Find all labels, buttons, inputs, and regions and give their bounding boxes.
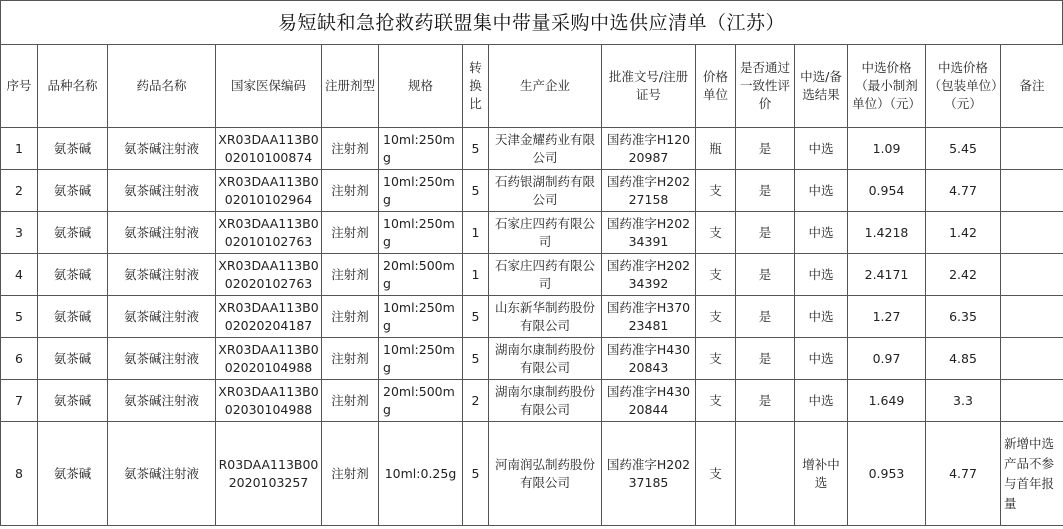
cell-price-pack: 4.77 — [926, 422, 1001, 526]
cell-manufacturer: 石药银湖制药有限公司 — [489, 170, 602, 212]
cell-manufacturer: 石家庄四药有限公司 — [489, 254, 602, 296]
cell-consistency — [736, 422, 795, 526]
cell-no: 3 — [1, 212, 38, 254]
cell-variety: 氨茶碱 — [38, 338, 108, 380]
cell-spec: 20ml:500mg — [379, 380, 463, 422]
cell-manufacturer: 天津金耀药业有限公司 — [489, 128, 602, 170]
cell-insurance-code: XR03DAA113B002030104988 — [216, 380, 322, 422]
header-variety: 品种名称 — [38, 45, 108, 128]
cell-result: 中选 — [795, 380, 848, 422]
cell-variety: 氨茶碱 — [38, 380, 108, 422]
cell-variety: 氨茶碱 — [38, 170, 108, 212]
cell-drug-name: 氨茶碱注射液 — [108, 296, 216, 338]
header-insurance-code: 国家医保编码 — [216, 45, 322, 128]
cell-consistency: 是 — [736, 296, 795, 338]
cell-conversion-ratio: 5 — [463, 422, 489, 526]
cell-price-pack: 2.42 — [926, 254, 1001, 296]
header-conversion-ratio: 转换比 — [463, 45, 489, 128]
cell-dosage-form: 注射剂 — [322, 422, 379, 526]
cell-drug-name: 氨茶碱注射液 — [108, 338, 216, 380]
cell-price-min: 1.4218 — [848, 212, 926, 254]
cell-consistency: 是 — [736, 380, 795, 422]
cell-dosage-form: 注射剂 — [322, 128, 379, 170]
header-note: 备注 — [1001, 45, 1063, 128]
cell-price-min: 2.4171 — [848, 254, 926, 296]
cell-variety: 氨茶碱 — [38, 422, 108, 526]
cell-dosage-form: 注射剂 — [322, 212, 379, 254]
cell-note: 新增中选产品不参与首年报量 — [1001, 422, 1063, 526]
cell-conversion-ratio: 2 — [463, 380, 489, 422]
cell-spec: 10ml:250mg — [379, 296, 463, 338]
cell-price-pack: 4.77 — [926, 170, 1001, 212]
cell-insurance-code: XR03DAA113B002020104988 — [216, 338, 322, 380]
cell-manufacturer: 石家庄四药有限公司 — [489, 212, 602, 254]
cell-price-unit: 支 — [696, 254, 736, 296]
cell-approval-number: 国药准字H20234392 — [602, 254, 696, 296]
cell-price-min: 1.09 — [848, 128, 926, 170]
cell-drug-name: 氨茶碱注射液 — [108, 170, 216, 212]
cell-price-unit: 支 — [696, 338, 736, 380]
cell-manufacturer: 河南润弘制药股份有限公司 — [489, 422, 602, 526]
supply-list-table — [0, 44, 1063, 526]
cell-price-min: 1.649 — [848, 380, 926, 422]
table-row — [1, 170, 1063, 212]
cell-dosage-form: 注射剂 — [322, 170, 379, 212]
cell-approval-number: 国药准字H43020844 — [602, 380, 696, 422]
cell-price-min: 1.27 — [848, 296, 926, 338]
cell-no: 2 — [1, 170, 38, 212]
cell-conversion-ratio: 1 — [463, 254, 489, 296]
cell-note — [1001, 170, 1063, 212]
cell-insurance-code: XR03DAA113B002010100874 — [216, 128, 322, 170]
cell-insurance-code: XR03DAA113B002020102763 — [216, 254, 322, 296]
cell-consistency: 是 — [736, 128, 795, 170]
table-row — [1, 212, 1063, 254]
cell-drug-name: 氨茶碱注射液 — [108, 212, 216, 254]
cell-price-pack: 1.42 — [926, 212, 1001, 254]
cell-insurance-code: XR03DAA113B002020204187 — [216, 296, 322, 338]
header-row — [1, 45, 1063, 128]
cell-insurance-code: XR03DAA113B002010102964 — [216, 170, 322, 212]
cell-conversion-ratio: 5 — [463, 128, 489, 170]
header-approval-number: 批准文号/注册证号 — [602, 45, 696, 128]
table-row — [1, 380, 1063, 422]
cell-variety: 氨茶碱 — [38, 128, 108, 170]
cell-no: 5 — [1, 296, 38, 338]
cell-price-unit: 支 — [696, 380, 736, 422]
cell-no: 7 — [1, 380, 38, 422]
cell-dosage-form: 注射剂 — [322, 296, 379, 338]
cell-conversion-ratio: 1 — [463, 212, 489, 254]
cell-spec: 10ml:250mg — [379, 170, 463, 212]
cell-price-unit: 支 — [696, 212, 736, 254]
cell-no: 8 — [1, 422, 38, 526]
cell-spec: 20ml:500mg — [379, 254, 463, 296]
cell-dosage-form: 注射剂 — [322, 338, 379, 380]
cell-result: 中选 — [795, 338, 848, 380]
cell-consistency: 是 — [736, 212, 795, 254]
cell-approval-number: 国药准字H20237185 — [602, 422, 696, 526]
cell-price-unit: 瓶 — [696, 128, 736, 170]
cell-price-min: 0.954 — [848, 170, 926, 212]
cell-result: 增补中选 — [795, 422, 848, 526]
table-row — [1, 128, 1063, 170]
cell-manufacturer: 湖南尔康制药股份有限公司 — [489, 380, 602, 422]
cell-consistency: 是 — [736, 338, 795, 380]
header-no: 序号 — [1, 45, 38, 128]
cell-consistency: 是 — [736, 170, 795, 212]
cell-note — [1001, 380, 1063, 422]
header-manufacturer: 生产企业 — [489, 45, 602, 128]
cell-no: 4 — [1, 254, 38, 296]
cell-conversion-ratio: 5 — [463, 170, 489, 212]
cell-manufacturer: 湖南尔康制药股份有限公司 — [489, 338, 602, 380]
cell-approval-number: 国药准字H37023481 — [602, 296, 696, 338]
cell-note — [1001, 338, 1063, 380]
cell-conversion-ratio: 5 — [463, 296, 489, 338]
table-row — [1, 254, 1063, 296]
cell-variety: 氨茶碱 — [38, 254, 108, 296]
cell-conversion-ratio: 5 — [463, 338, 489, 380]
cell-note — [1001, 128, 1063, 170]
cell-drug-name: 氨茶碱注射液 — [108, 422, 216, 526]
cell-price-unit: 支 — [696, 296, 736, 338]
cell-no: 1 — [1, 128, 38, 170]
header-dosage-form: 注册剂型 — [322, 45, 379, 128]
cell-drug-name: 氨茶碱注射液 — [108, 254, 216, 296]
cell-consistency: 是 — [736, 254, 795, 296]
cell-approval-number: 国药准字H20234391 — [602, 212, 696, 254]
cell-note — [1001, 212, 1063, 254]
cell-price-pack: 3.3 — [926, 380, 1001, 422]
cell-price-unit: 支 — [696, 170, 736, 212]
cell-dosage-form: 注射剂 — [322, 254, 379, 296]
cell-price-pack: 6.35 — [926, 296, 1001, 338]
cell-manufacturer: 山东新华制药股份有限公司 — [489, 296, 602, 338]
cell-result: 中选 — [795, 254, 848, 296]
cell-result: 中选 — [795, 170, 848, 212]
header-drug-name: 药品名称 — [108, 45, 216, 128]
header-result: 中选/备选结果 — [795, 45, 848, 128]
cell-spec: 10ml:250mg — [379, 338, 463, 380]
cell-note — [1001, 254, 1063, 296]
cell-result: 中选 — [795, 212, 848, 254]
cell-spec: 10ml:0.25g — [379, 422, 463, 526]
cell-no: 6 — [1, 338, 38, 380]
cell-price-min: 0.97 — [848, 338, 926, 380]
header-price-pack: 中选价格（包装单位）（元） — [926, 45, 1001, 128]
cell-spec: 10ml:250mg — [379, 128, 463, 170]
cell-variety: 氨茶碱 — [38, 296, 108, 338]
cell-result: 中选 — [795, 296, 848, 338]
header-consistency: 是否通过一致性评价 — [736, 45, 795, 128]
cell-drug-name: 氨茶碱注射液 — [108, 128, 216, 170]
header-spec: 规格 — [379, 45, 463, 128]
cell-dosage-form: 注射剂 — [322, 380, 379, 422]
cell-insurance-code: R03DAA113B002020103257 — [216, 422, 322, 526]
cell-drug-name: 氨茶碱注射液 — [108, 380, 216, 422]
header-price-min: 中选价格（最小制剂单位）（元） — [848, 45, 926, 128]
table-row — [1, 338, 1063, 380]
cell-insurance-code: XR03DAA113B002010102763 — [216, 212, 322, 254]
cell-result: 中选 — [795, 128, 848, 170]
cell-price-pack: 5.45 — [926, 128, 1001, 170]
cell-note — [1001, 296, 1063, 338]
cell-price-pack: 4.85 — [926, 338, 1001, 380]
cell-price-unit: 支 — [696, 422, 736, 526]
header-price-unit: 价格单位 — [696, 45, 736, 128]
table-row — [1, 422, 1063, 526]
cell-variety: 氨茶碱 — [38, 212, 108, 254]
cell-spec: 10ml:250mg — [379, 212, 463, 254]
cell-approval-number: 国药准字H12020987 — [602, 128, 696, 170]
cell-approval-number: 国药准字H20227158 — [602, 170, 696, 212]
table-row — [1, 296, 1063, 338]
cell-approval-number: 国药准字H43020843 — [602, 338, 696, 380]
sheet-title: 易短缺和急抢救药联盟集中带量采购中选供应清单（江苏） — [0, 0, 1063, 44]
cell-price-min: 0.953 — [848, 422, 926, 526]
